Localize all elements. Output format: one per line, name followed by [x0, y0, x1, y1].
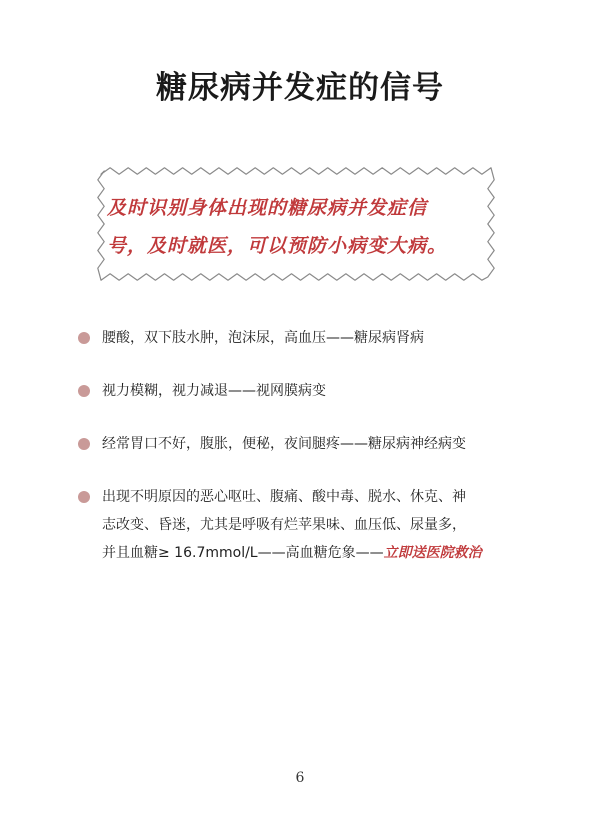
list-item-retina	[78, 377, 558, 405]
urgent-action-text: 立即送医院救治	[383, 545, 482, 561]
list-item-line-3	[102, 539, 558, 567]
callout-text	[107, 189, 487, 265]
page-title: 糖尿病并发症的信号	[156, 70, 444, 106]
callout-line-1: 及时识别身体出现的糖尿病并发症信	[107, 197, 428, 219]
bullet-icon	[78, 438, 90, 450]
list-item-text: 经常胃口不好，腹胀，便秘，夜间腿疼——糖尿病神经病变	[102, 436, 466, 452]
list-item-line-2: 志改变、昏迷，尤其是呼吸有烂苹果味、血压低、尿量多，	[102, 517, 466, 533]
list-item-text: 视力模糊，视力减退——视网膜病变	[102, 383, 326, 399]
crisis-text: 并且血糖≥ 16.7mmol/L——高血糖危象——	[102, 545, 384, 561]
list-item-line-1: 出现不明原因的恶心呕吐、腹痛、酸中毒、脱水、休克、神	[102, 489, 466, 505]
bullet-icon	[78, 332, 90, 344]
bullet-icon	[78, 491, 90, 503]
list-item-kidney	[78, 324, 558, 352]
callout-box	[95, 165, 497, 283]
list-item-neuropathy	[78, 430, 558, 458]
page-number: 6	[295, 770, 305, 786]
list-item-hyperglycemic-crisis	[78, 483, 558, 567]
signal-list	[78, 324, 558, 567]
callout-line-2: 号，及时就医，可以预防小病变大病。	[107, 235, 448, 257]
list-item-text: 腰酸，双下肢水肿，泡沫尿，高血压——糖尿病肾病	[102, 330, 424, 346]
bullet-icon	[78, 385, 90, 397]
